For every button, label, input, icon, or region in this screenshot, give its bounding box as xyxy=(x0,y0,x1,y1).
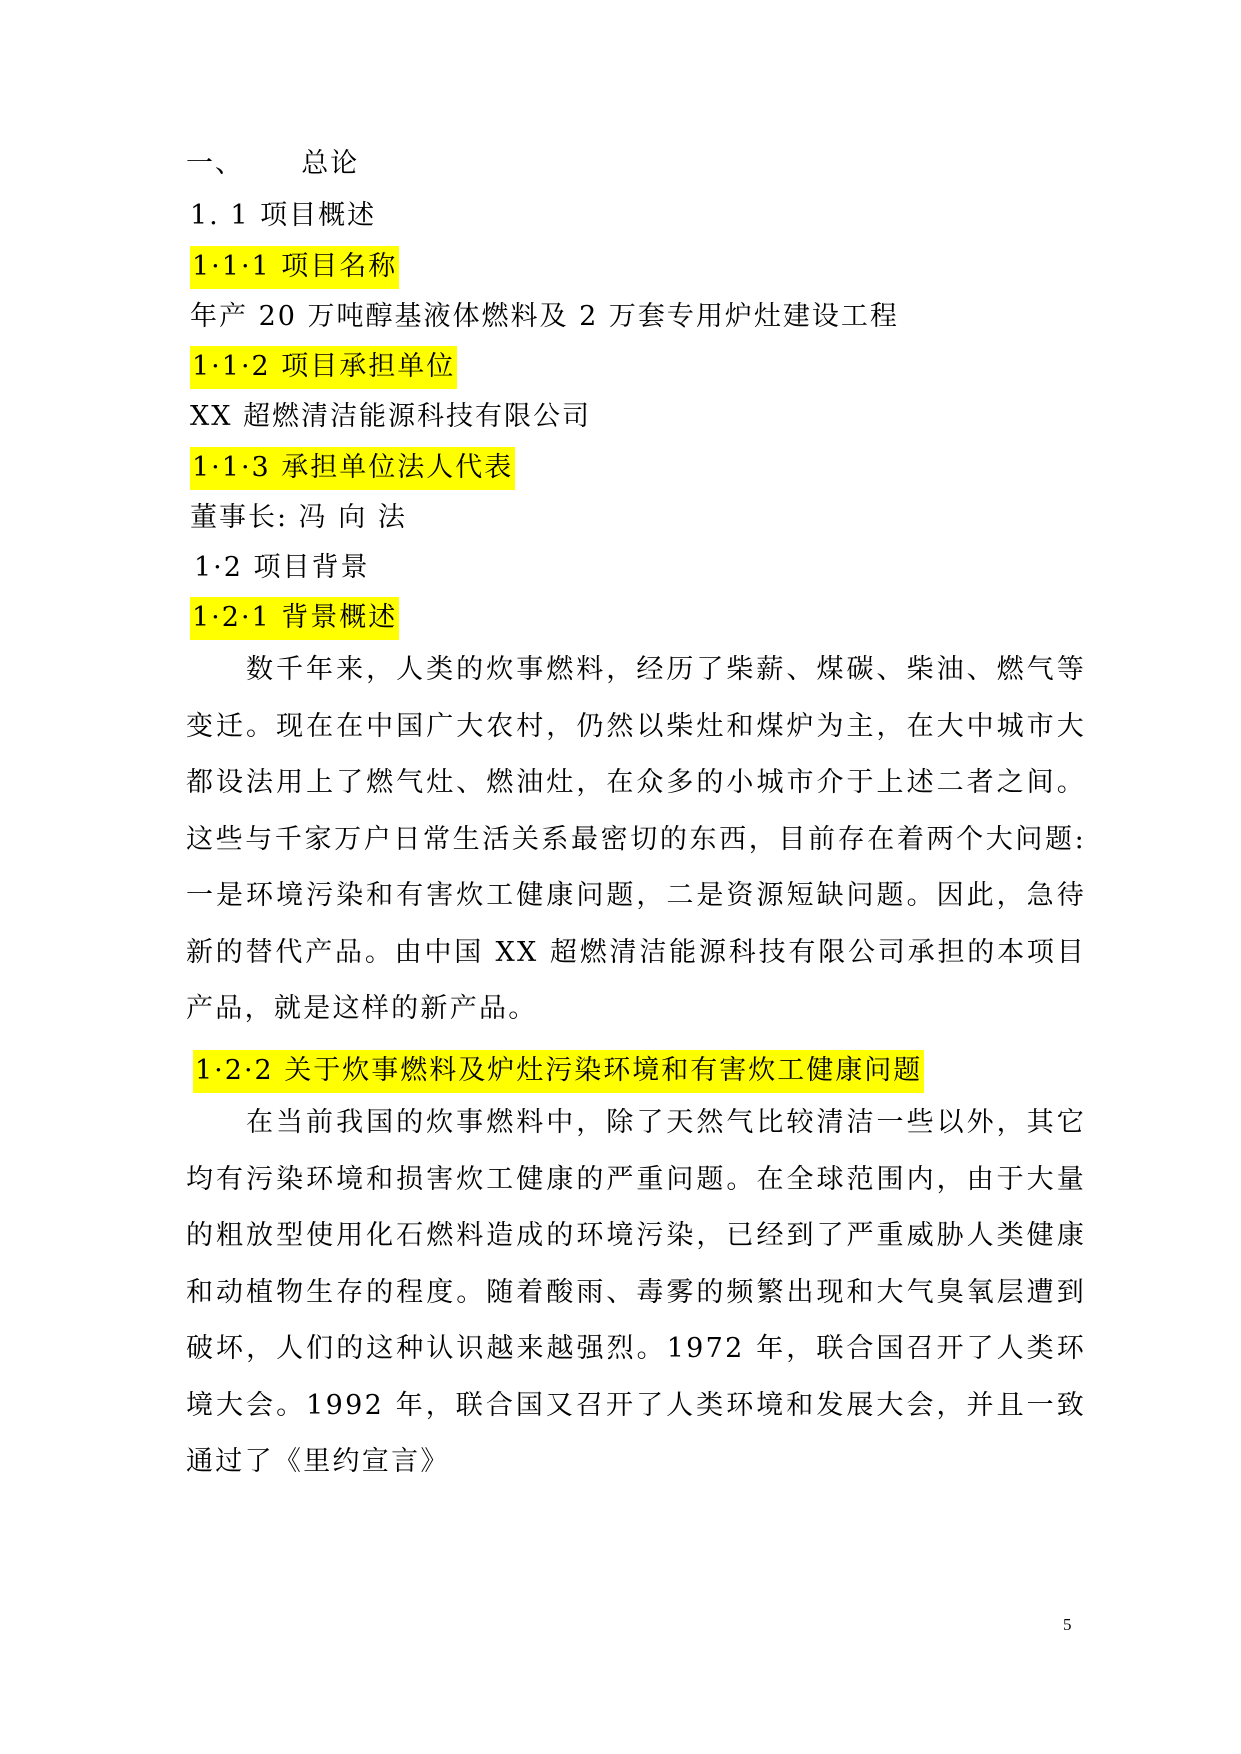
pollution-paragraph: 在当前我国的炊事燃料中，除了天然气比较清洁一些以外，其它均有污染环境和损害炊工健康的严重问题。在全球范围内，由于大量的粗放型使用化石燃料造成的环境污染，已经到了严重威胁人类健康和动植物生存的程度。随着酸雨、毒雾的频繁出现和大气臭氧层遭到破坏，人们的这种认识越来越强烈。1972 年，联合国召开了人类环境大会。1992 年，联合国又召开了人类环境和发展大会，并且一致通过了《里约宣言》 xyxy=(186,1107,1086,1477)
legal-representative-text: 董事长: 冯 向 法 xyxy=(190,502,407,533)
highlighted-heading: 1·2·2 关于炊事燃料及炉灶污染环境和有害炊工健康问题 xyxy=(193,1050,924,1093)
highlighted-heading: 1·1·2 项目承担单位 xyxy=(190,346,457,389)
highlighted-heading: 1·1·3 承担单位法人代表 xyxy=(190,447,515,490)
undertaking-unit-text: XX 超燃清洁能源科技有限公司 xyxy=(190,401,592,432)
subsection-1-2: 1·2 项目背景 xyxy=(194,552,370,583)
section-number: 一、 xyxy=(186,148,244,179)
project-name-text: 年产 20 万吨醇基液体燃料及 2 万套专用炉灶建设工程 xyxy=(190,301,899,332)
page-number: 5 xyxy=(1063,1615,1072,1634)
highlighted-heading: 1·1·1 项目名称 xyxy=(190,246,399,289)
highlighted-heading: 1·2·1 背景概述 xyxy=(190,597,399,640)
heading-1-1-2 xyxy=(190,348,457,386)
subsection-1-1: 1. 1 项目概述 xyxy=(190,200,377,231)
heading-1-2-2 xyxy=(193,1052,924,1090)
section-title: 总论 xyxy=(301,148,360,179)
heading-1-1-1 xyxy=(190,248,399,286)
background-paragraph: 数千年来，人类的炊事燃料，经历了柴薪、煤碳、柴油、燃气等变迁。现在在中国广大农村，仍然以柴灶和煤炉为主，在大中城市大都设法用上了燃气灶、燃油灶，在众多的小城市介于上述二者之间。这些与千家万户日常生活关系最密切的东西，目前存在着两个大问题: 一是环境污染和有害炊工健康问题，二是资源短缺问题。因此，急待新的替代产品。由中国 XX 超燃清洁能源科技有限公司承担的本项目产品，就是这样的新产品。 xyxy=(186,654,1086,1024)
heading-1-2-1 xyxy=(190,599,399,637)
heading-1-1-3 xyxy=(190,449,515,487)
section-heading xyxy=(186,145,359,183)
